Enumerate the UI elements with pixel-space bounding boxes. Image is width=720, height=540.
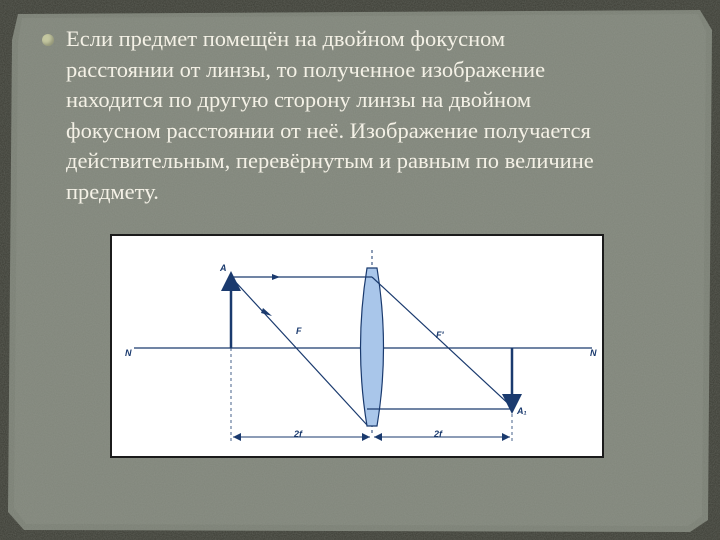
label-axis-left: N [125,348,132,358]
text-line: Если предмет помещён на двойном фокусном [66,26,506,51]
text-line: находится по другую сторону линзы на двойном [66,87,532,113]
text-line: расстоянии от линзы, то полученное изображение [66,56,546,82]
text-line: действительным, перевёрнутым и равным по величине [66,148,594,174]
label-axis-right: N [590,348,597,358]
label-focus-left: F [296,326,302,336]
text-line: предмету. [66,178,159,204]
refracted-ray [372,277,514,409]
label-dist-right: 2f [434,429,443,439]
label-object-top: A [220,263,227,273]
parallel-ray-arrow-icon [272,274,280,280]
bullet-icon [42,34,54,46]
focal-ray [231,277,367,425]
lens-diagram [110,234,604,458]
text-line: фокусном расстоянии от неё. Изображение получается [66,117,591,143]
lens-diagram-svg [112,236,602,456]
label-focus-right: F' [436,330,444,340]
body-text [46,24,686,208]
label-image-top: A₁ [517,406,527,416]
label-dist-left: 2f [294,429,303,439]
lens-shape [361,268,384,426]
